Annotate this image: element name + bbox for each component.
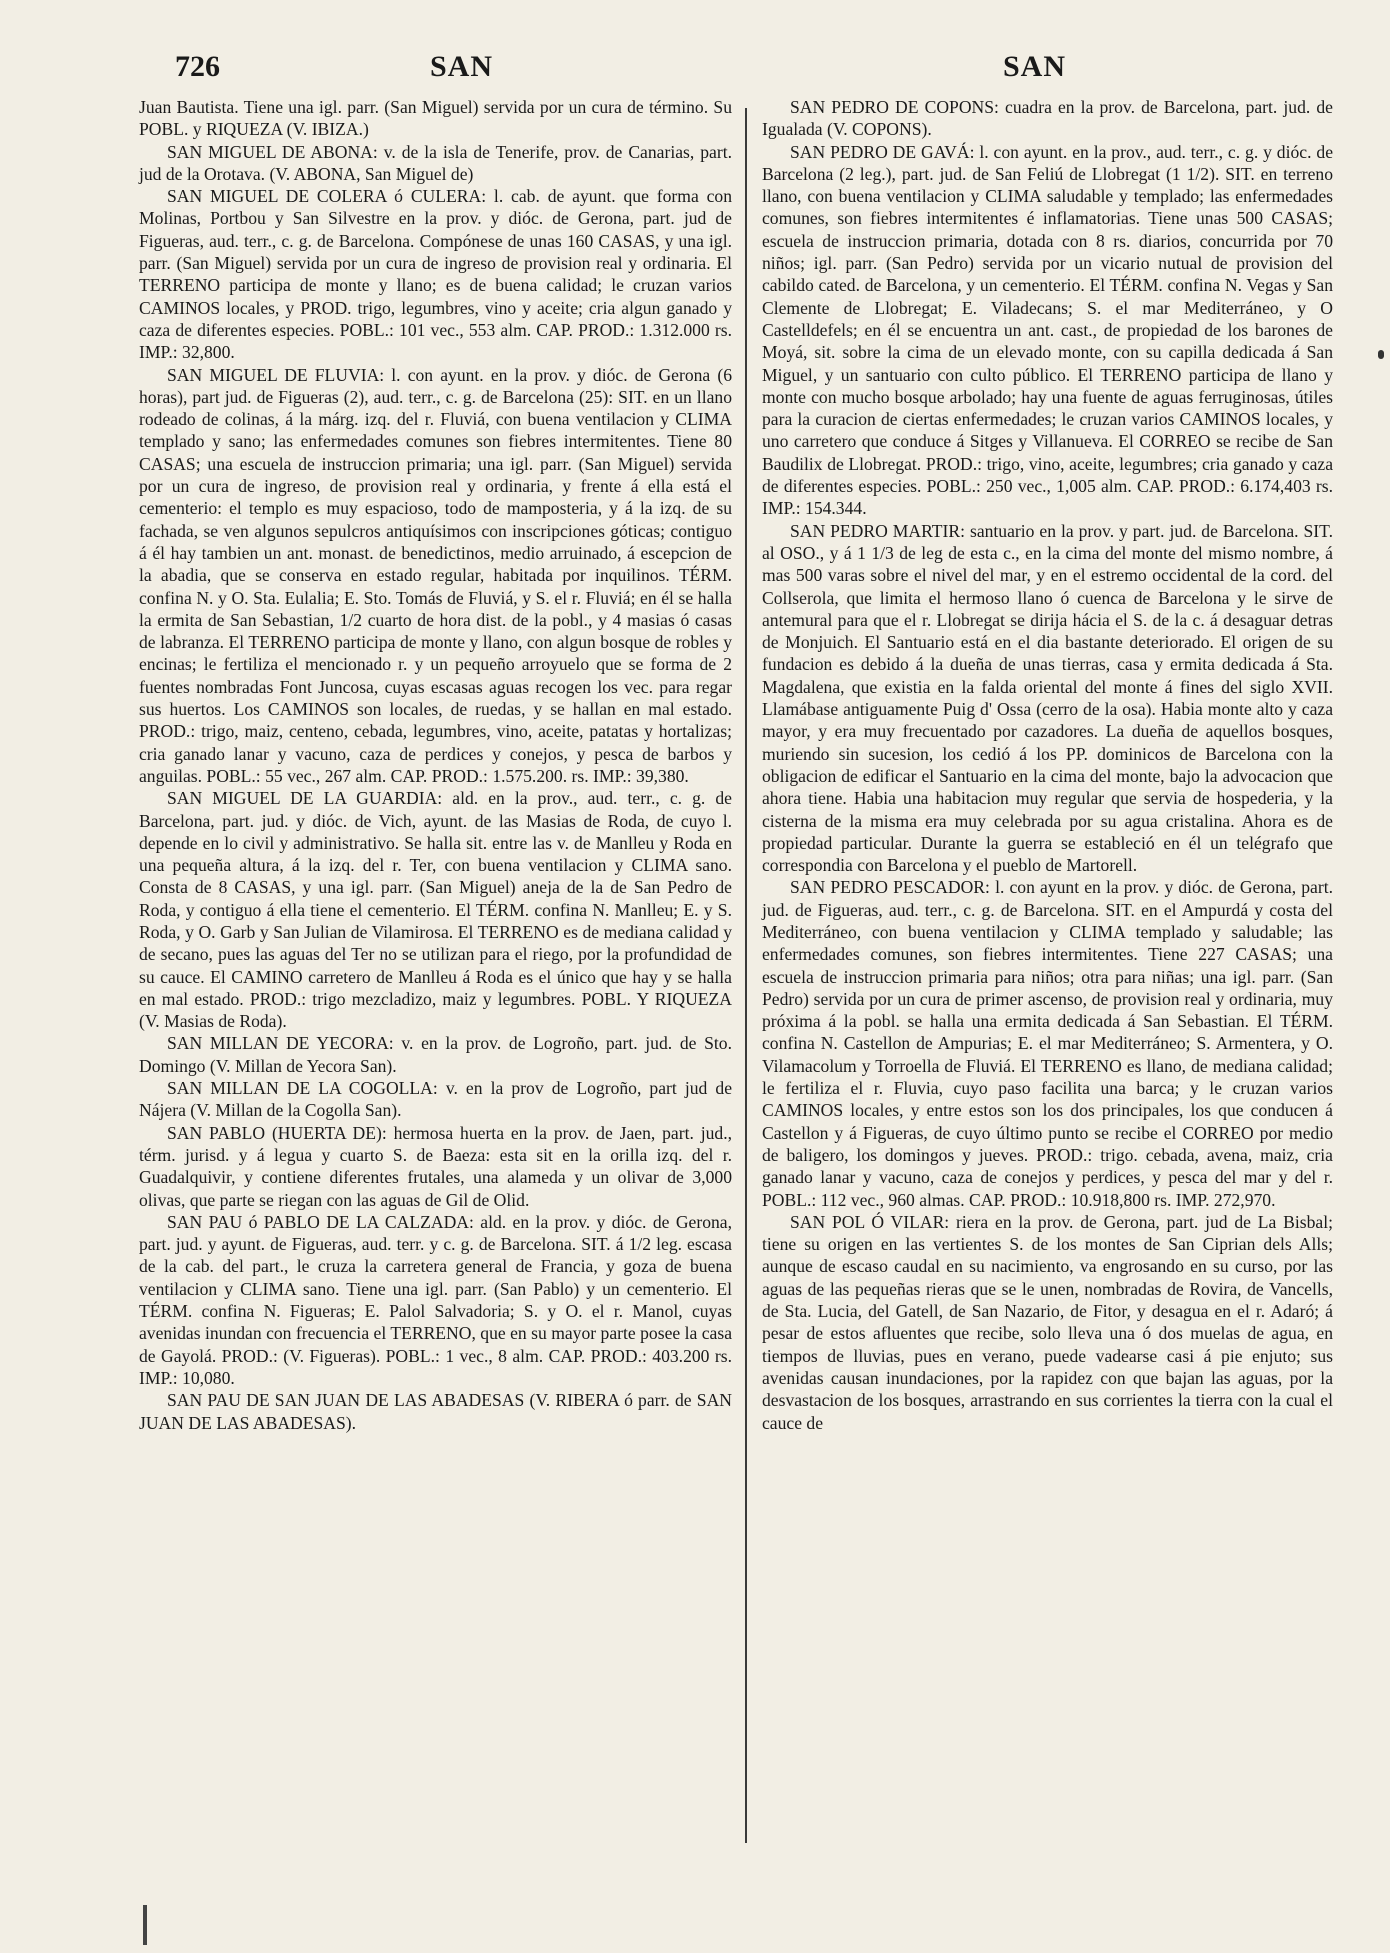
entry-san-millan-de-yecora: SAN MILLAN DE YECORA: v. en la prov. de Logroño, part. jud. de Sto. Domingo (V. Millan de Yecora San). [139,1033,732,1076]
entry-san-miguel-de-fluvia: SAN MIGUEL DE FLUVIA: l. con ayunt. en la prov. y dióc. de Gerona (6 horas), part jud. de Figueras (2), aud. terr., c. g. de Barcelona (25): SIT. en un llano rodeado de colinas, á la márg. izq. del r. Fluviá, con buena ventilacion y CLIMA templado y sano; las enfermedades comunes son fiebres intermitentes. Tiene 80 CASAS; una escuela de instruccion primaria; una igl. parr. (San Miguel) servida por un cura de ingreso, de provision real y ordinaria, y frente á ella está el cementerio: el templo es muy espacioso, todo de mamposteria, y á la izq. de su fachada, se ven algunos sepulcros antiquísimos con inscripciones góticas; contiguo á él hay tambien un ant. monast. de benedictinos, medio arruinado, á escepcion de la abadia, que se conserva en estado regular, habitada por inquilinos. TÉRM. confina N. y O. Sta. Eulalia; E. Sto. Tomás de Fluviá, y S. el r. Fluviá; en él se halla la ermita de San Sebastian, 1/2 cuarto de hora dist. de la pobl., y 4 masias ó casas de labranza. El TERRENO participa de monte y llano, con algun bosque de robles y encinas; le fertiliza el mencionado r. y un pequeño arroyuelo que se forma de 2 fuentes nombradas Font Juncosa, cuyas escasas aguas recogen los vec. para regar sus huertos. Los CAMINOS son locales, de ruedas, y se hallan en mal estado. PROD.: trigo, maiz, centeno, cebada, legumbres, vino, aceite, patatas y hortalizas; cria ganado lanar y vacuno, caza de perdices y conejos, y pesca de barbos y anguilas. POBL.: 55 vec., 267 alm. CAP. PROD.: 1.575.200. rs. IMP.: 39,380. [139,364,732,786]
running-head-left: SAN [430,50,494,83]
running-head-right: SAN [1003,50,1067,83]
entry-san-pedro-pescador: SAN PEDRO PESCADOR: l. con ayunt en la prov. y dióc. de Gerona, part. jud. de Figueras, aud. terr., c. g. de Barcelona. SIT. en el Ampurdá y costa del Mediterráneo, con buena ventilacion y CLIMA templado y saludable; las enfermedades comunes, son fiebres intermitentes. Tiene 227 CASAS; una escuela de instruccion primaria para niños; otra para niñas; una igl. parr. (San Pedro) servida por un cura de primer ascenso, de provision real y ordinaria, muy próxima á la pobl. se halla una ermita dedicada á San Sebastian. El TÉRM. confina N. Castellon de Ampurias; E. el mar Mediterráneo; S. Armentera, y O. Vilamacolum y Torroella de Fluviá. El TERRENO es llano, de mediana calidad; le fertiliza el r. Fluvia, cuyo paso facilita una barca; y le cruzan varios CAMINOS locales, y entre estos son los dos principales, los que conducen á Castellon y á Figueras, de cuyo último punto se recibe el CORREO por medio de baligero, los domingos y jueves. PROD.: trigo. cebada, avena, maiz, cria ganado lanar y vacuno, caza de conejos y perdices, y pesca del mar y del r. POBL.: 112 vec., 960 almas. CAP. PROD.: 10.918,800 rs. IMP. 272,970. [762,877,1333,1210]
column-divider [745,108,747,1843]
margin-ink-mark [143,1905,147,1945]
left-column [139,96,732,1434]
entry-san-pablo-huerta: SAN PABLO (HUERTA DE): hermosa huerta en la prov. de Jaen, part. jud., térm. jurisd. y á legua y cuarto S. de Baeza: esta sit en la orilla izq. del r. Guadalquivir, y contiene diferentes frutales, una alameda y un olivar de 3,000 olivas, que parte se riegan con las aguas de Gil de Olid. [139,1122,732,1210]
entry-san-pau-de-la-calzada: SAN PAU ó PABLO DE LA CALZADA: ald. en la prov. y dióc. de Gerona, part. jud. y ayunt. de Figueras, aud. terr. y c. g. de Barcelona. SIT. á 1/2 leg. escasa de la cab. del part., le cruza la carretera general de Francia, y goza de buena ventilacion y CLIMA sano. Tiene una igl. parr. (San Pablo) y un cementerio. El TÉRM. confina N. Figueras; E. Palol Salvadoria; S. y O. el r. Manol, cuyas avenidas inundan con frecuencia el TERRENO, que en su mayor parte posee la casa de Gayolá. PROD.: (V. Figueras). POBL.: 1 vec., 8 alm. CAP. PROD.: 403.200 rs. IMP.: 10,080. [139,1211,732,1388]
entry-san-pedro-de-gava: SAN PEDRO DE GAVÁ: l. con ayunt. en la prov., aud. terr., c. g. y dióc. de Barcelona (2 leg.), part. jud. de San Feliú de Llobregat (1 1/2). SIT. en terreno llano, con buena ventilacion y CLIMA saludable y templado; las enfermedades comunes, son fiebres intermitentes é inflamatorias. Tiene unas 500 CASAS; escuela de instruccion primaria, dotada con 8 rs. diarios, concurrida por 70 niños; igl. parr. (San Pedro) servida por un vicario nutual de provision del cabildo cated. de Barcelona, y un cementerio. El TÉRM. confina N. Vegas y San Clemente de Llobregat; E. Viladecans; S. el mar Mediterráneo, y O Castelldefels; en él se encuentra un ant. cast., de propiedad de los barones de Moyá, sit. sobre la cima de un elevado monte, con su capilla dedicada á San Miguel, y un santuario con culto público. El TERRENO participa de llano y monte con mucho bosque arbolado; hay una fuente de aguas ferruginosas, útiles para la curacion de ciertas enfermedades; le cruzan varios CAMINOS locales, y uno carretero que conduce á Sitges y Villanueva. El CORREO se recibe de San Baudilix de Llobregat. PROD.: trigo, vino, aceite, legumbres; cria ganado y caza de diferentes especies. POBL.: 250 vec., 1,005 alm. CAP. PROD.: 6.174,403 rs. IMP.: 154.344. [762,141,1333,519]
entry-san-pedro-de-copons: SAN PEDRO DE COPONS: cuadra en la prov. de Barcelona, part. jud. de Igualada (V. COPONS). [762,97,1333,140]
page-number: 726 [175,50,220,83]
entry-san-miguel-de-la-guardia: SAN MIGUEL DE LA GUARDIA: ald. en la prov., aud. terr., c. g. de Barcelona, part. jud. y dióc. de Vich, ayunt. de las Masias de Roda, de cuyo l. depende en lo civil y administrativo. Se halla sit. entre las v. de Manlleu y Roda en una pequeña altura, á la izq. del r. Ter, con buena ventilacion y CLIMA sano. Consta de 8 CASAS, y una igl. parr. (San Miguel) aneja de la de San Pedro de Roda, y contiguo á ella tiene el cementerio. El TÉRM. confina N. Manlleu; E. y S. Roda, y O. Garb y San Julian de Vilamirosa. El TERRENO es de mediana calidad y de secano, pues las aguas del Ter no se utilizan para el riego, por la profundidad de su cauce. El CAMINO carretero de Manlleu á Roda es el único que hay y se halla en mal estado. PROD.: trigo mezcladizo, maiz y legumbres. POBL. Y RIQUEZA (V. Masias de Roda). [139,788,732,1032]
entry-san-millan-de-la-cogolla: SAN MILLAN DE LA COGOLLA: v. en la prov de Logroño, part jud de Nájera (V. Millan de la Cogolla San). [139,1078,732,1121]
entry-san-miguel-de-colera: SAN MIGUEL DE COLERA ó CULERA: l. cab. de ayunt. que forma con Molinas, Portbou y San Silvestre en la prov. y dióc. de Gerona, part. jud de Figueras, aud. terr., c. g. de Barcelona. Compónese de unas 160 CASAS, y una igl. parr. (San Miguel) servida por un cura de ingreso de provision real y ordinaria. El TERRENO participa de monte y llano; es de buena calidad; le cruzan varios CAMINOS locales, y PROD. trigo, legumbres, vino y aceite; cria algun ganado y caza de diferentes especies. POBL.: 101 vec., 553 alm. CAP. PROD.: 1.312.000 rs. IMP.: 32,800. [139,186,732,363]
entry-san-pol-o-vilar: SAN POL Ó VILAR: riera en la prov. de Gerona, part. jud de La Bisbal; tiene su origen en las vertientes S. de los montes de San Ciprian dels Alls; aunque de escaso caudal en su nacimiento, va engrosando en su curso, por las aguas de las pequeñas rieras que se le unen, nombradas de Rovira, de Vancells, de Sta. Lucia, del Gatell, de San Nazario, de Fitor, y desagua en el r. Adaró; á pesar de estos afluentes que recibe, solo lleva una ó dos muelas de agua, en tiempos de lluvias, pues en verano, puede vadearse casi á pie enjuto; sus avenidas causan inundaciones, por la rapidez con que bajan las aguas, por la desvastacion de los bosques, arrastrando en sus corrientes la tierra con la cual el cauce de [762,1211,1333,1433]
page-header [0,50,1390,94]
entry-san-pedro-martir: SAN PEDRO MARTIR: santuario en la prov. y part. jud. de Barcelona. SIT. al OSO., y á 1 1/3 de leg de esta c., en la cima del monte del mismo nombre, á mas 500 varas sobre el nivel del mar, y en el estremo occidental de la cord. del Collserola, que limita el hermoso llano ó cuenca de Barcelona y le sirve de antemural para que el r. Llobregat se dirija hácia el S. de la c. á desaguar detras de Monjuich. El Santuario está en el dia bastante deteriorado. El origen de su fundacion es debido á la dueña de unas tierras, casa y ermita dedicada á Sta. Magdalena, que existia en la falda oriental del monte á fines del siglo XVII. Llamábase antiguamente Puig d' Ossa (cerro de la osa). Habia monte alto y caza mayor, y era muy frecuentado por cazadores. La dueña de aquellos bosques, muriendo sin sucesion, los cedió á los PP. dominicos de Barcelona con la obligacion de edificar el Santuario en la cima del monte, bajo la advocacion que ahora tiene. Habia una habitacion muy regular que servia de hospederia, y la cisterna de la misma era muy celebrada por su agua cristalina. Ahora es de propiedad particular. Durante la guerra se estableció en él un telégrafo que correspondia con Barcelona y el pueblo de Martorell. [762,520,1333,876]
ink-speck [1378,350,1384,359]
entry-san-pau-de-san-juan: SAN PAU DE SAN JUAN DE LAS ABADESAS (V. RIBERA ó parr. de SAN JUAN DE LAS ABADESAS). [139,1390,732,1433]
right-column [762,96,1333,1434]
entry-continuation-ibiza: Juan Bautista. Tiene una igl. parr. (San Miguel) servida por un cura de término. Su POBL. y RIQUEZA (V. IBIZA.) [139,97,732,140]
entry-san-miguel-de-abona: SAN MIGUEL DE ABONA: v. de la isla de Tenerife, prov. de Canarias, part. jud de la Orotava. (V. ABONA, San Miguel de) [139,141,732,184]
